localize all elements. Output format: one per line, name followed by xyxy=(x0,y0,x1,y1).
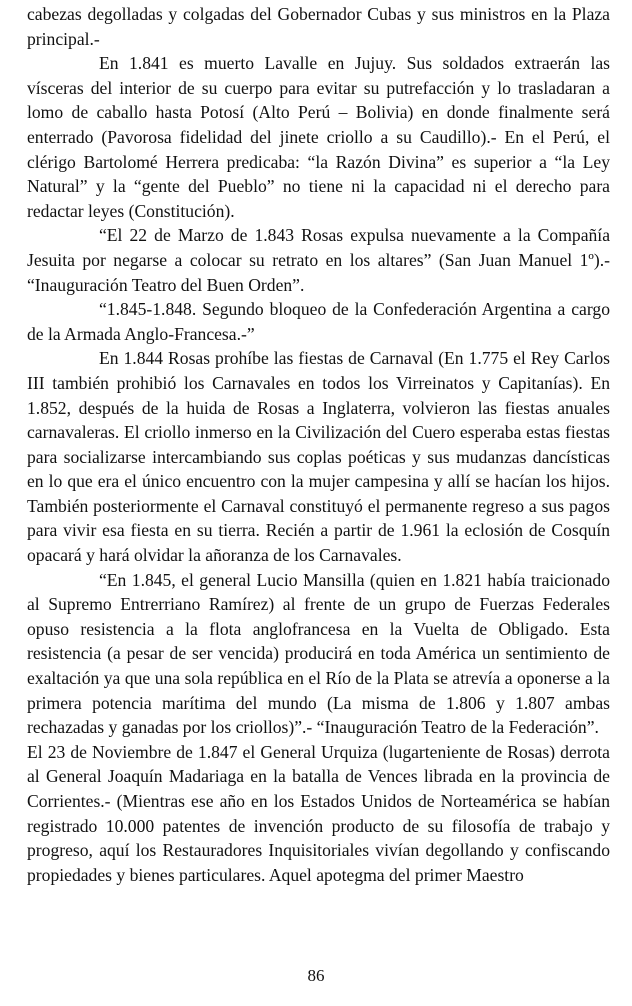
paragraph-continuation: cabezas degolladas y colgadas del Gobernador Cubas y sus ministros en la Plaza principal.- xyxy=(27,4,610,49)
paragraph-obligado: “En 1.845, el general Lucio Mansilla (quien en 1.821 había traicionado al Supremo Entrerriano Ramírez) al frente de un grupo de Fuerzas Federales opuso resistencia a la flota anglofrancesa en la Vuelta de Obligado. Esta resistencia (a pesar de ser vencida) producirá en toda América un sentimiento de exaltación ya que una sola república en el Río de la Plata se atrevía a oponerse a la primera potencia marítima del mundo (La misma de 1.806 y 1.807 ambas rechazadas y ganadas por los criollos)”.- “Inauguración Teatro de la Federación”. xyxy=(27,569,610,738)
paragraph-urquiza: El 23 de Noviembre de 1.847 el General Urquiza (lugarteniente de Rosas) derrota al General Joaquín Madariaga en la batalla de Vences librada en la provincia de Corrientes.- (Mientras ese año en los Estados Unidos de Norteamérica se habían registrado 10.000 patentes de invención producto de su filosofía de trabajo y progreso, aquí los Restauradores Inquisitoriales vivían degollando y confiscando propiedades y bienes particulares. Aquel apotegma del primer Maestro xyxy=(27,741,610,885)
paragraph-carnaval: En 1.844 Rosas prohíbe las fiestas de Carnaval (En 1.775 el Rey Carlos III también prohibió los Carnavales en todos los Virreinatos y Capitanías). En 1.852, después de la huida de Rosas a Inglaterra, volvieron las fiestas anuales carnavaleras. El criollo inmerso en la Civilización del Cuero esperaba estas fiestas para socializarse intercambiando sus coplas poéticas y sus mudanzas dancísticas en lo que era el único encuentro con la mujer campesina y allí se hacían los hijos. También posteriormente el Carnaval constituyó el permanente regreso a sus pagos para vivir esa fiesta en su tierra. Recién a partir de 1.961 la eclosión de Cosquín opacará y hará olvidar la añoranza de los Carnavales. xyxy=(27,348,610,566)
paragraph-lavalle: En 1.841 es muerto Lavalle en Jujuy. Sus soldados extraerán las vísceras del interior de su cuerpo para evitar su putrefacción y lo trasladaran a lomo de caballo hasta Potosí (Alto Perú – Bolivia) en donde finalmente será enterrado (Pavorosa fidelidad del jinete criollo a su Caudillo).- En el Perú, el clérigo Bartolomé Herrera predicaba: “la Razón Divina” es superior a “la Ley Natural” y la “gente del Pueblo” no tiene ni la capacidad ni el derecho para redactar leyes (Constitución). xyxy=(27,53,610,221)
paragraph-bloqueo: “1.845-1.848. Segundo bloqueo de la Confederación Argentina a cargo de la Armada Anglo-Francesa.-” xyxy=(27,299,610,344)
page-number: 86 xyxy=(307,966,325,985)
page-body xyxy=(27,2,610,887)
paragraph-jesuitas: “El 22 de Marzo de 1.843 Rosas expulsa nuevamente a la Compañía Jesuita por negarse a colocar su retrato en los altares” (San Juan Manuel 1º).- “Inauguración Teatro del Buen Orden”. xyxy=(27,225,610,295)
